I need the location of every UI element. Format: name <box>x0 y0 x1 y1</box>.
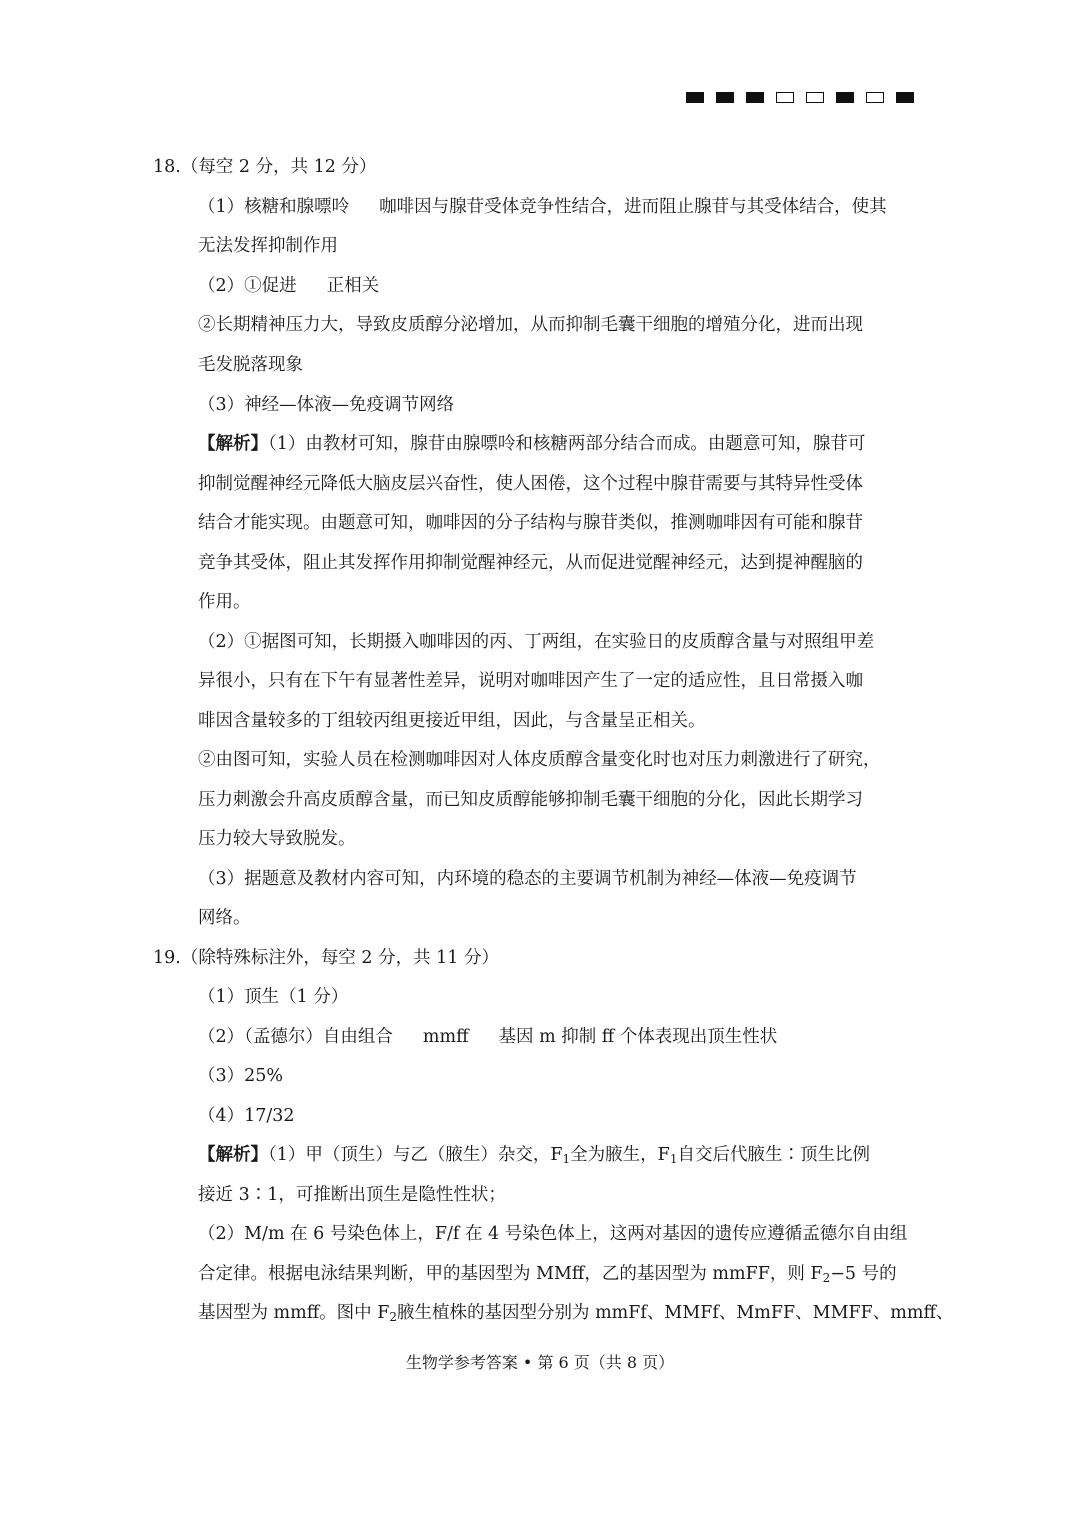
hollow-square-icon <box>866 92 884 103</box>
analysis-text: 基因型为 mmff。图中 F <box>198 1303 390 1323</box>
analysis-line: 竞争其受体，阻止其发挥作用抑制觉醒神经元，从而促进觉醒神经元，达到提神醒脑的 <box>198 553 863 573</box>
page-footer: 生物学参考答案 • 第 6 页（共 8 页） <box>405 1353 675 1372</box>
answer-part: 正相关 <box>326 276 380 296</box>
analysis-text: −5 号的 <box>830 1264 897 1284</box>
analysis-text: 全为腋生，F <box>570 1145 670 1165</box>
answer-part: 咖啡因与腺苷受体竞争性结合，进而阻止腺苷与其受体结合，使其 <box>379 197 887 217</box>
analysis-line: 啡因含量较多的丁组较丙组更接近甲组，因此，与含量呈正相关。 <box>198 711 706 731</box>
analysis-text: 合定律。根据电泳结果判断，甲的基因型为 MMff，乙的基因型为 mmFF，则 F <box>198 1264 823 1284</box>
analysis-text: 自交后代腋生∶顶生比例 <box>677 1145 870 1165</box>
header-marks <box>686 92 914 103</box>
answer-line: （3）25% <box>198 1066 284 1086</box>
analysis-line: 结合才能实现。由题意可知，咖啡因的分子结构与腺苷类似，推测咖啡因有可能和腺苷 <box>198 513 863 533</box>
hollow-square-icon <box>806 92 824 103</box>
filled-square-icon <box>686 92 704 103</box>
analysis-line <box>198 432 865 456</box>
answer-line: （4）17/32 <box>198 1106 295 1126</box>
analysis-line <box>198 1301 953 1325</box>
filled-square-icon <box>836 92 854 103</box>
analysis-line <box>198 1143 870 1167</box>
analysis-text: 腋生植株的基因型分别为 mmFf、MMFf、MmFF、MMFF、mmff、 <box>397 1303 954 1323</box>
analysis-line: 网络。 <box>198 908 251 928</box>
filled-square-icon <box>746 92 764 103</box>
analysis-line: 压力较大导致脱发。 <box>198 829 356 849</box>
answer-part: （2）（孟德尔）自由组合 <box>198 1027 393 1047</box>
hollow-square-icon <box>776 92 794 103</box>
answer-part: mmff <box>422 1027 469 1047</box>
analysis-line: （2）M/m 在 6 号染色体上，F/f 在 4 号染色体上，这两对基因的遗传应遵循孟德尔自由组 <box>198 1224 908 1244</box>
answer-line <box>198 274 379 298</box>
answer-part: 基因 m 抑制 ff 个体表现出顶生性状 <box>498 1027 778 1047</box>
analysis-line: ②由图可知，实验人员在检测咖啡因对人体皮质醇含量变化时也对压力刺激进行了研究， <box>198 750 881 770</box>
analysis-line: （2）①据图可知，长期摄入咖啡因的丙、丁两组，在实验日的皮质醇含量与对照组甲差 <box>198 632 875 652</box>
analysis-line: 压力刺激会升高皮质醇含量，而已知皮质醇能够抑制毛囊干细胞的分化，因此长期学习 <box>198 790 863 810</box>
analysis-label: 【解析】 <box>198 434 268 454</box>
answer-part: （1）核糖和腺嘌呤 <box>198 197 350 217</box>
answer-line: （1）顶生（1 分） <box>198 987 349 1007</box>
answer-line: 毛发脱落现象 <box>198 355 303 375</box>
subscript: 1 <box>562 1152 571 1166</box>
answer-line: （3）神经—体液—免疫调节网络 <box>198 395 455 415</box>
analysis-line: 异很小，只有在下午有显著性差异，说明对咖啡因产生了一定的适应性，且日常摄入咖 <box>198 671 863 691</box>
filled-square-icon <box>896 92 914 103</box>
analysis-label: 【解析】 <box>198 1145 268 1165</box>
question-19-header: 19.（除特殊标注外，每空 2 分，共 11 分） <box>153 948 499 968</box>
subscript: 2 <box>822 1271 831 1285</box>
analysis-text: （1）甲（顶生）与乙（腋生）杂交，F <box>268 1145 563 1165</box>
analysis-line: 抑制觉醒神经元降低大脑皮层兴奋性，使人困倦，这个过程中腺苷需要与其特异性受体 <box>198 474 863 494</box>
analysis-line: 作用。 <box>198 592 251 612</box>
analysis-line: 接近 3∶1，可推断出顶生是隐性性状； <box>198 1185 506 1205</box>
analysis-text: （1）由教材可知，腺苷由腺嘌呤和核糖两部分结合而成。由题意可知，腺苷可 <box>268 434 866 454</box>
answer-line <box>198 1025 777 1049</box>
subscript: 1 <box>669 1152 678 1166</box>
analysis-line: （3）据题意及教材内容可知，内环境的稳态的主要调节机制为神经—体液—免疫调节 <box>198 869 857 889</box>
filled-square-icon <box>716 92 734 103</box>
question-18-header: 18.（每空 2 分，共 12 分） <box>153 157 377 177</box>
subscript: 2 <box>389 1310 398 1324</box>
analysis-line <box>198 1262 897 1286</box>
answer-line: 无法发挥抑制作用 <box>198 236 338 256</box>
answer-part: （2）①促进 <box>198 276 297 296</box>
answer-line: ②长期精神压力大，导致皮质醇分泌增加，从而抑制毛囊干细胞的增殖分化，进而出现 <box>198 315 863 335</box>
answer-line <box>198 195 887 219</box>
